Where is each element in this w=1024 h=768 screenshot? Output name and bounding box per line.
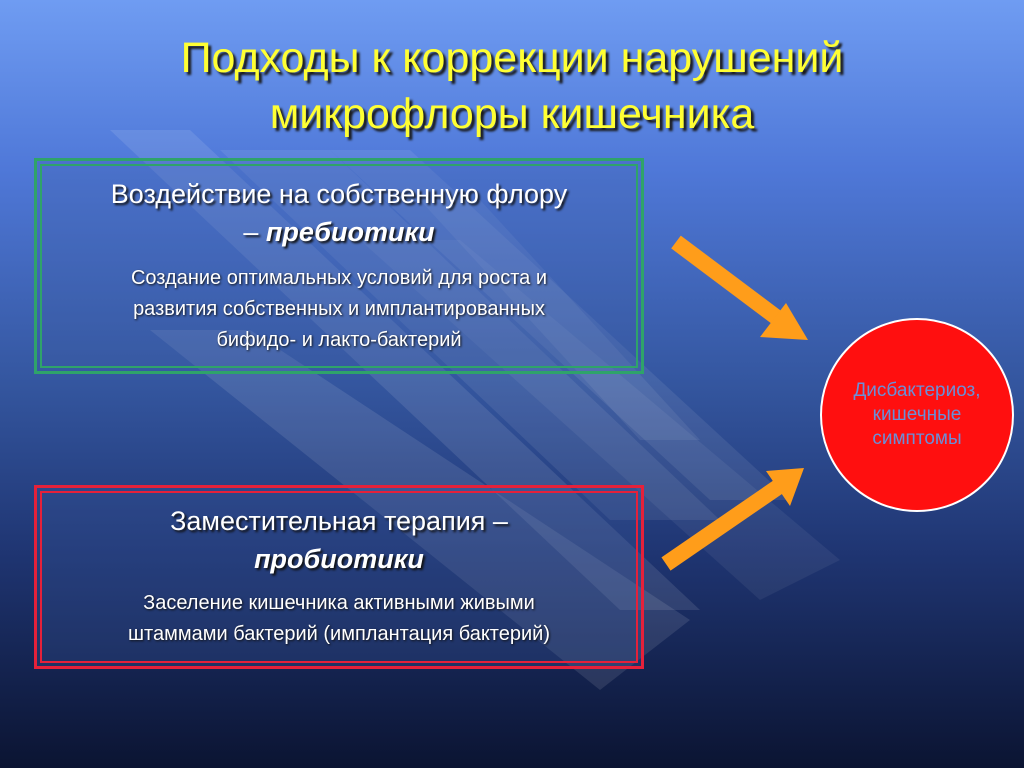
prebiotics-box [34, 158, 644, 374]
title-line-1: Подходы к коррекции нарушений [180, 34, 844, 82]
prebiotics-description [37, 263, 641, 356]
prebiotics-description-line: развития собственных и имплантированных [133, 298, 545, 320]
probiotics-heading-text: Заместительная терапия – [170, 506, 508, 536]
prebiotics-heading-text: Воздействие на собственную флору [110, 179, 568, 209]
outcome-circle [820, 318, 1014, 512]
outcome-line: симптомы [872, 428, 962, 449]
slide-title [0, 30, 1024, 142]
prebiotics-description-line: бифидо- и лакто-бактерий [216, 329, 462, 351]
prebiotics-term: пребиотики [265, 217, 435, 247]
title-line-2: микрофлоры кишечника [269, 90, 755, 138]
probiotics-term: пробиотики [254, 544, 424, 574]
outcome-line: Дисбактериоз, [853, 380, 981, 401]
prebiotics-heading-dash: – [243, 217, 259, 247]
probiotics-box [34, 485, 644, 669]
probiotics-description [37, 588, 641, 650]
outcome-line: кишечные [872, 404, 962, 425]
probiotics-description-line: штаммами бактерий (имплантация бактерий) [128, 623, 550, 645]
prebiotics-description-line: Создание оптимальных условий для роста и [130, 267, 548, 289]
prebiotics-heading [37, 175, 641, 251]
outcome-text [832, 379, 1002, 451]
probiotics-description-line: Заселение кишечника активными живыми [143, 592, 535, 614]
probiotics-heading [37, 502, 641, 578]
